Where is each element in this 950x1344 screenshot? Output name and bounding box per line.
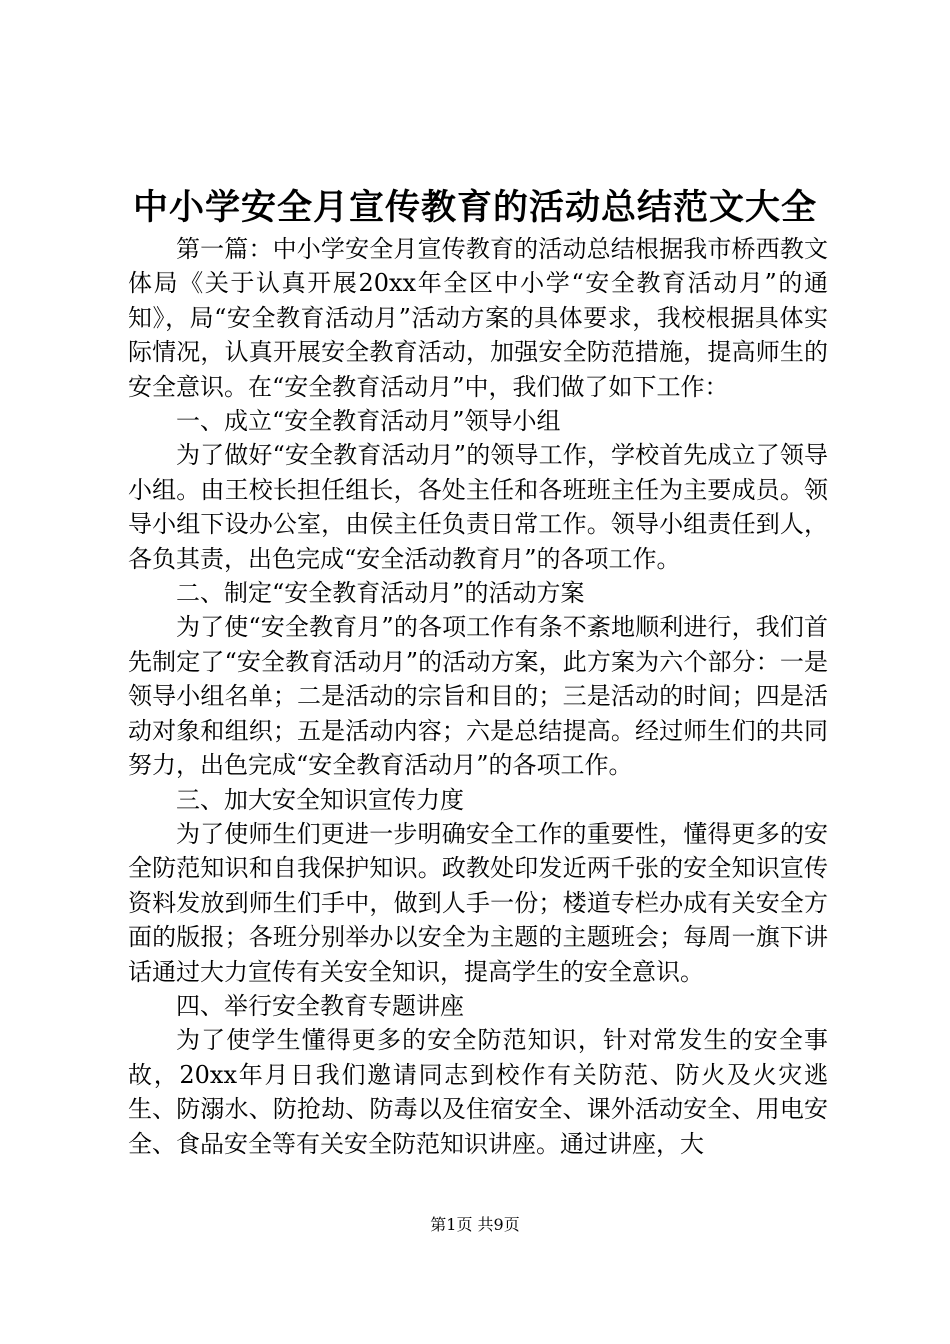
section-paragraph-4: 为了使学生懂得更多的安全防范知识，针对常发生的安全事故，20xx年月日我们邀请同志到校作有关防范、防火及火灾逃生、防溺水、防抢劫、防毒以及住宿安全、课外活动安全、用电安全、食品安全等有关安全防范知识讲座。通过讲座，大 <box>128 1026 828 1158</box>
document-body <box>128 232 828 1161</box>
section-heading-4: 四、举行安全教育专题讲座 <box>176 991 464 1020</box>
section-paragraph-2: 为了使“安全教育月”的各项工作有条不紊地顺利进行，我们首先制定了“安全教育活动月”的活动方案，此方案为六个部分：一是领导小组名单；二是活动的宗旨和目的；三是活动的时间；四是活动对象和组织；五是活动内容；六是总结提高。经过师生们的共同努力，出色完成“安全教育活动月”的各项工作。 <box>128 613 828 780</box>
section-heading-3: 三、加大安全知识宣传力度 <box>176 785 464 814</box>
section-paragraph-1: 为了做好“安全教育活动月”的领导工作，学校首先成立了领导小组。由王校长担任组长，各处主任和各班班主任为主要成员。领导小组下设办公室，由侯主任负责日常工作。领导小组责任到人，各负其责，出色完成“安全活动教育月”的各项工作。 <box>128 441 828 573</box>
section-heading-1: 一、成立“安全教育活动月”领导小组 <box>176 407 561 436</box>
page-number-footer: 第1页 共9页 <box>430 1215 520 1234</box>
document-title: 中小学安全月宣传教育的活动总结范文大全 <box>132 187 817 228</box>
section-paragraph-3: 为了使师生们更进一步明确安全工作的重要性，懂得更多的安全防范知识和自我保护知识。政教处印发近两千张的安全知识宣传资料发放到师生们手中，做到人手一份；楼道专栏办成有关安全方面的版报；各班分别举办以安全为主题的主题班会；每周一旗下讲话通过大力宣传有关安全知识，提高学生的安全意识。 <box>128 819 828 986</box>
intro-paragraph: 第一篇：中小学安全月宣传教育的活动总结根据我市桥西教文体局《关于认真开展20xx年全区中小学“安全教育活动月”的通知》，局“安全教育活动月”活动方案的具体要求，我校根据具体实际情况，认真开展安全教育活动，加强安全防范措施，提高师生的安全意识。在“安全教育活动月”中，我们做了如下工作： <box>128 235 828 401</box>
section-heading-2: 二、制定“安全教育活动月”的活动方案 <box>176 579 585 608</box>
